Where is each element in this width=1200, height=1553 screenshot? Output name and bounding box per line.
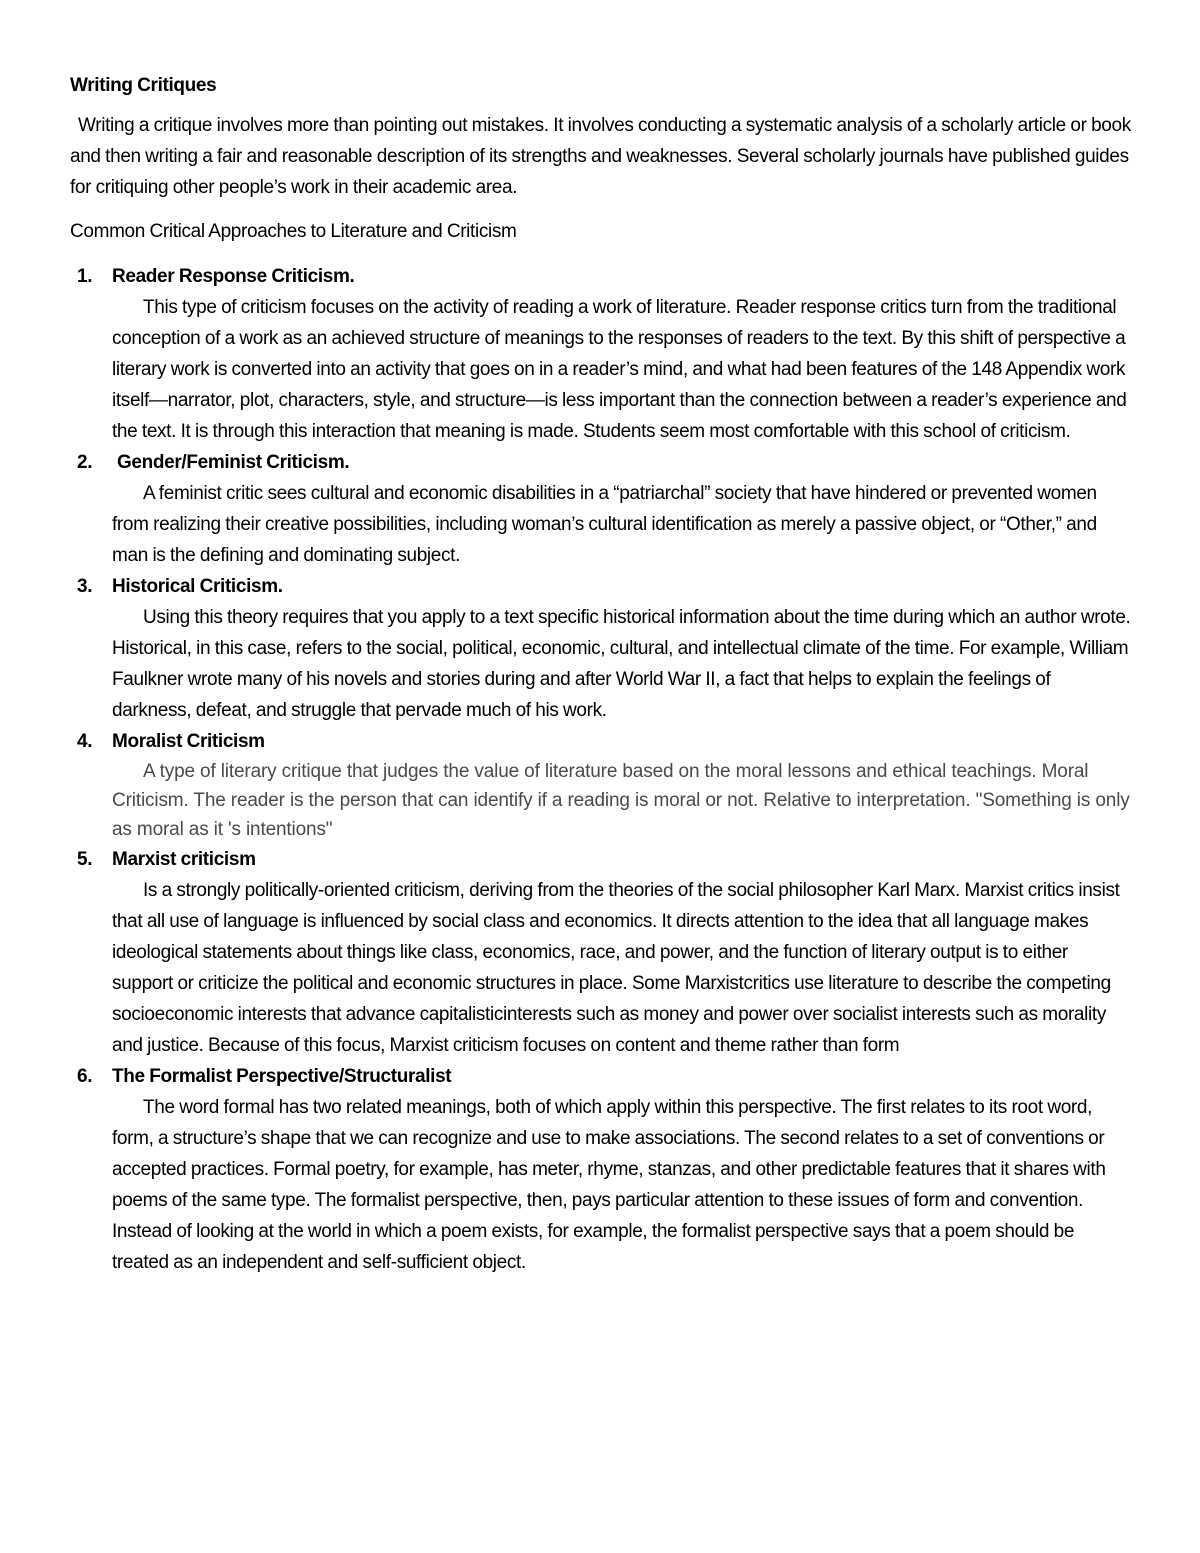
list-item-title: Marxist criticism	[112, 849, 256, 870]
list-item-title: Historical Criticism.	[112, 576, 283, 597]
list-item-formalist	[70, 1061, 1132, 1278]
intro-paragraph: Writing a critique involves more than pointing out mistakes. It involves conducting a systematic analysis of a scholarly article or book and then writing a fair and reasonable description of its strengths and weaknesses. Several scholarly journals have published guides for critiquing other people’s work in their academic area.	[70, 115, 1131, 198]
document-title: Writing Critiques	[70, 75, 217, 96]
list-item-historical	[70, 571, 1132, 726]
list-item-number: 2.	[77, 452, 93, 473]
list-item-number: 4.	[77, 731, 93, 752]
list-item-body: The word formal has two related meanings, both of which apply within this perspective. The first relates to its root word, form, a structure’s shape that we can recognize and use to make associations. The second relates to a set of conventions or accepted practices. Formal poetry, for example, has meter, rhyme, stanzas, and other predictable features that it shares with poems of the same type. The formalist perspective, then, pays particular attention to these issues of form and convention. Instead of looking at the world in which a poem exists, for example, the formalist perspective says that a poem should be treated as an independent and self-sufficient object.	[112, 1097, 1106, 1273]
list-item-number: 6.	[77, 1066, 93, 1087]
list-item-marxist	[70, 844, 1132, 1061]
list-item-body: A type of literary critique that judges the value of literature based on the moral lessons and ethical teachings. Moral Criticism. The reader is the person that can identify if a reading is moral or not. Relative to interpretation. "Something is only as moral as it 's intentions"	[112, 761, 1130, 840]
list-item-number: 3.	[77, 576, 93, 597]
list-item-title: Gender/Feminist Criticism.	[117, 452, 350, 473]
section-subheading: Common Critical Approaches to Literature and Criticism	[70, 221, 517, 242]
list-item-body: A feminist critic sees cultural and economic disabilities in a “patriarchal” society that have hindered or prevented women from realizing their creative possibilities, including woman’s cultural identification as merely a passive object, or “Other,” and man is the defining and dominating subject.	[112, 483, 1097, 566]
list-item-title: Reader Response Criticism.	[112, 266, 355, 287]
document-page	[70, 74, 1132, 1278]
list-item-title: The Formalist Perspective/Structuralist	[112, 1066, 452, 1087]
list-item-gender-feminist	[70, 447, 1132, 571]
list-item-body: This type of criticism focuses on the activity of reading a work of literature. Reader response critics turn from the traditional conception of a work as an achieved structure of meanings to the responses of readers to the text. By this shift of perspective a literary work is converted into an activity that goes on in a reader’s mind, and what had been features of the 148 Appendix work itself—narrator, plot, characters, style, and structure—is less important than the connection between a reader’s experience and the text. It is through this interaction that meaning is made. Students seem most comfortable with this school of criticism.	[112, 297, 1127, 442]
list-item-moralist	[70, 726, 1132, 844]
list-item-number: 5.	[77, 849, 93, 870]
list-item-reader-response	[70, 261, 1132, 447]
list-item-body: Using this theory requires that you apply to a text specific historical information about the time during which an author wrote. Historical, in this case, refers to the social, political, economic, cultural, and intellectual climate of the time. For example, William Faulkner wrote many of his novels and stories during and after World War II, a fact that helps to explain the feelings of darkness, defeat, and struggle that pervade much of his work.	[112, 607, 1131, 721]
list-item-title: Moralist Criticism	[112, 731, 265, 752]
list-item-number: 1.	[77, 266, 93, 287]
list-item-body: Is a strongly politically-oriented criticism, deriving from the theories of the social philosopher Karl Marx. Marxist critics insist that all use of language is influenced by social class and economics. It directs attention to the idea that all language makes ideological statements about things like class, economics, race, and power, and the function of literary output is to either support or criticize the political and economic structures in place. Some Marxistcritics use literature to describe the competing socioeconomic interests that advance capitalisticinterests such as money and power over socialist interests such as morality and justice. Because of this focus, Marxist criticism focuses on content and theme rather than form	[112, 880, 1120, 1056]
approaches-list	[70, 261, 1132, 1278]
